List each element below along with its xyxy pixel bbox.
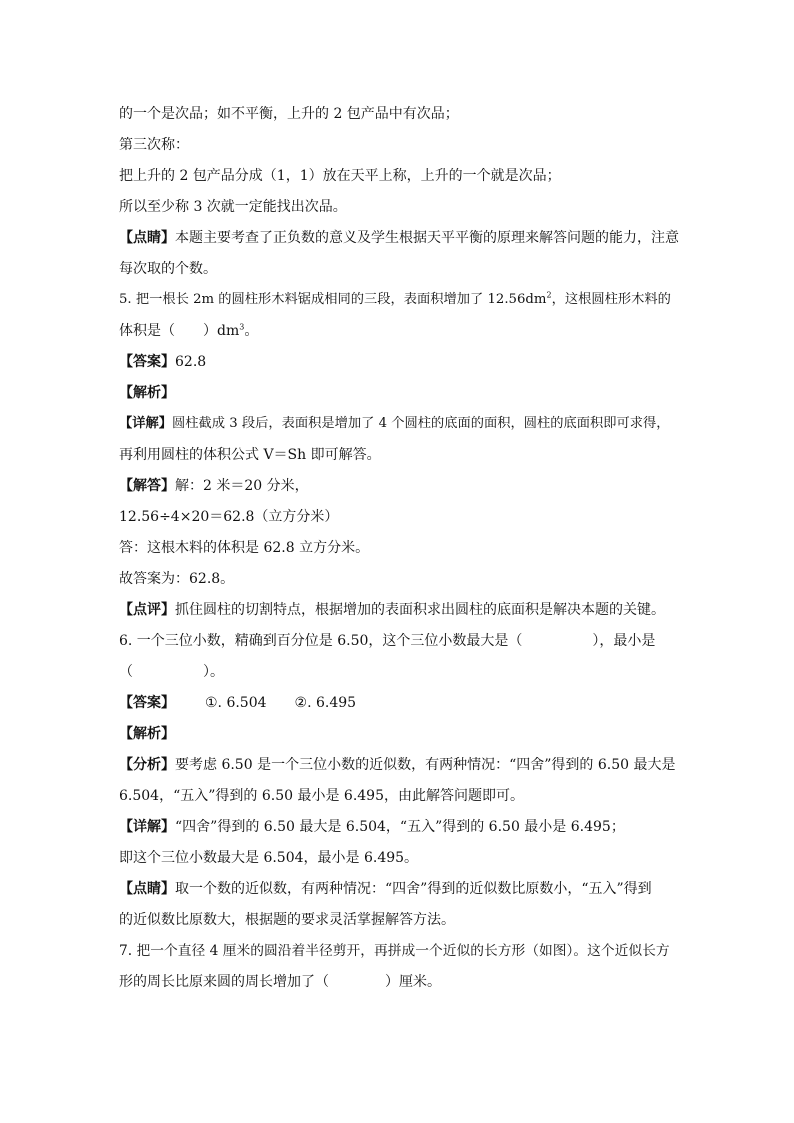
section-tag: 【详解】	[119, 819, 175, 835]
answer-5-line	[119, 352, 679, 372]
analysis-6-line-1	[119, 755, 679, 775]
line-text: （ ）。	[119, 664, 224, 680]
line-text: 解：2 米＝20 分米，	[175, 478, 309, 494]
superscript: 3	[239, 322, 245, 332]
text-line	[119, 135, 679, 155]
solution-5-line	[119, 476, 679, 496]
question-5-line-2	[119, 321, 679, 341]
text-line	[119, 197, 679, 217]
section-tag: 【点睛】	[119, 230, 175, 246]
dianjing-6-line-1	[119, 879, 679, 899]
detail-5-line-2	[119, 445, 679, 465]
analysis-6-line-2	[119, 786, 679, 806]
text-line	[119, 166, 679, 186]
line-text: 形的周长比原来圆的周长增加了（ ）厘米。	[119, 974, 441, 990]
section-tag: 【答案】	[119, 695, 175, 711]
analysis-6-heading	[119, 724, 679, 744]
text-line	[119, 259, 679, 279]
detail-5-line-1	[119, 414, 679, 434]
answer-value: 62.8	[175, 354, 207, 370]
line-text: 答：这根木料的体积是 62.8 立方分米。	[119, 540, 370, 556]
line-text: 6.504，“五入”得到的 6.50 最小是 6.495，由此解答问题即可。	[119, 788, 524, 804]
line-text: 把上升的 2 包产品分成（1，1）放在天平上称，上升的一个就是次品；	[119, 168, 561, 184]
superscript: 2	[546, 290, 552, 300]
detail-6-line-1	[119, 817, 679, 837]
line-text: 的一个是次品；如不平衡，上升的 2 包产品中有次品；	[119, 106, 459, 122]
section-tag: 【解析】	[119, 385, 175, 401]
line-text: 。	[244, 323, 259, 339]
final-answer-5-line	[119, 569, 679, 589]
line-text: 所以至少称 3 次就一定能找出次品。	[119, 199, 347, 215]
question-6-line-1	[119, 631, 679, 651]
line-text: 再利用圆柱的体积公式 V＝Sh 即可解答。	[119, 447, 381, 463]
line-text: 取一个数的近似数，有两种情况：“四舍”得到的近似数比原数小，“五入”得到	[175, 881, 652, 897]
answer-value: ②. 6.495	[294, 695, 357, 711]
answer-value: ①. 6.504	[205, 695, 267, 711]
line-text: “四舍”得到的 6.50 最大是 6.504，“五入”得到的 6.50 最小是 6.495；	[175, 819, 625, 835]
line-text: ，这根圆柱形木料的	[551, 292, 671, 307]
section-tag: 【点睛】	[119, 881, 175, 897]
line-text: 体积是（ ）dm	[119, 323, 240, 339]
detail-6-line-2	[119, 848, 679, 868]
line-text: 5. 把一根长 2m 的圆柱形木料锯成相同的三段，表面积增加了 12.56dm	[119, 292, 547, 307]
line-text: 圆柱截成 3 段后，表面积是增加了 4 个圆柱的底面的面积，圆柱的底面积即可求得，	[172, 416, 670, 431]
line-text: 第三次称：	[119, 137, 189, 153]
question-6-line-2	[119, 662, 679, 682]
question-5-line-1	[119, 290, 679, 310]
question-7-line-2	[119, 972, 679, 992]
line-text: 抓住圆柱的切割特点，根据增加的表面积求出圆柱的底面积是解决本题的关键。	[175, 602, 665, 618]
line-text: 本题主要考查了正负数的意义及学生根据天平平衡的原理来解答问题的能力，注意	[175, 230, 679, 246]
reply-5-line	[119, 538, 679, 558]
section-tag: 【答案】	[119, 354, 175, 370]
calculation-5-line	[119, 507, 679, 527]
line-text: 即这个三位小数最大是 6.504，最小是 6.495。	[119, 850, 419, 866]
line-text: 12.56÷4×20＝62.8（立方分米）	[119, 509, 339, 525]
line-text: 的近似数比原数大，根据题的要求灵活掌握解答方法。	[119, 912, 455, 928]
comment-5-line	[119, 600, 679, 620]
question-7-line-1	[119, 941, 679, 961]
dianjing-line	[119, 228, 679, 248]
line-text: 6. 一个三位小数，精确到百分位是 6.50，这个三位小数最大是（ ），最小是	[119, 633, 656, 649]
line-text: 每次取的个数。	[119, 261, 217, 277]
line-text: 7. 把一个直径 4 厘米的圆沿着半径剪开，再拼成一个近似的长方形（如图）。这个近似长方	[119, 943, 670, 959]
section-tag: 【解答】	[119, 478, 175, 494]
section-tag: 【点评】	[119, 602, 175, 618]
dianjing-6-line-2	[119, 910, 679, 930]
section-tag: 【解析】	[119, 726, 175, 742]
answer-6-line	[119, 693, 679, 713]
section-tag: 【分析】	[119, 757, 175, 773]
section-tag: 【详解】	[119, 416, 173, 431]
text-line	[119, 104, 679, 124]
line-text: 故答案为：62.8。	[119, 571, 235, 587]
line-text: 要考虑 6.50 是一个三位小数的近似数，有两种情况：“四舍”得到的 6.50 最大是	[175, 757, 676, 773]
analysis-5-heading	[119, 383, 679, 403]
